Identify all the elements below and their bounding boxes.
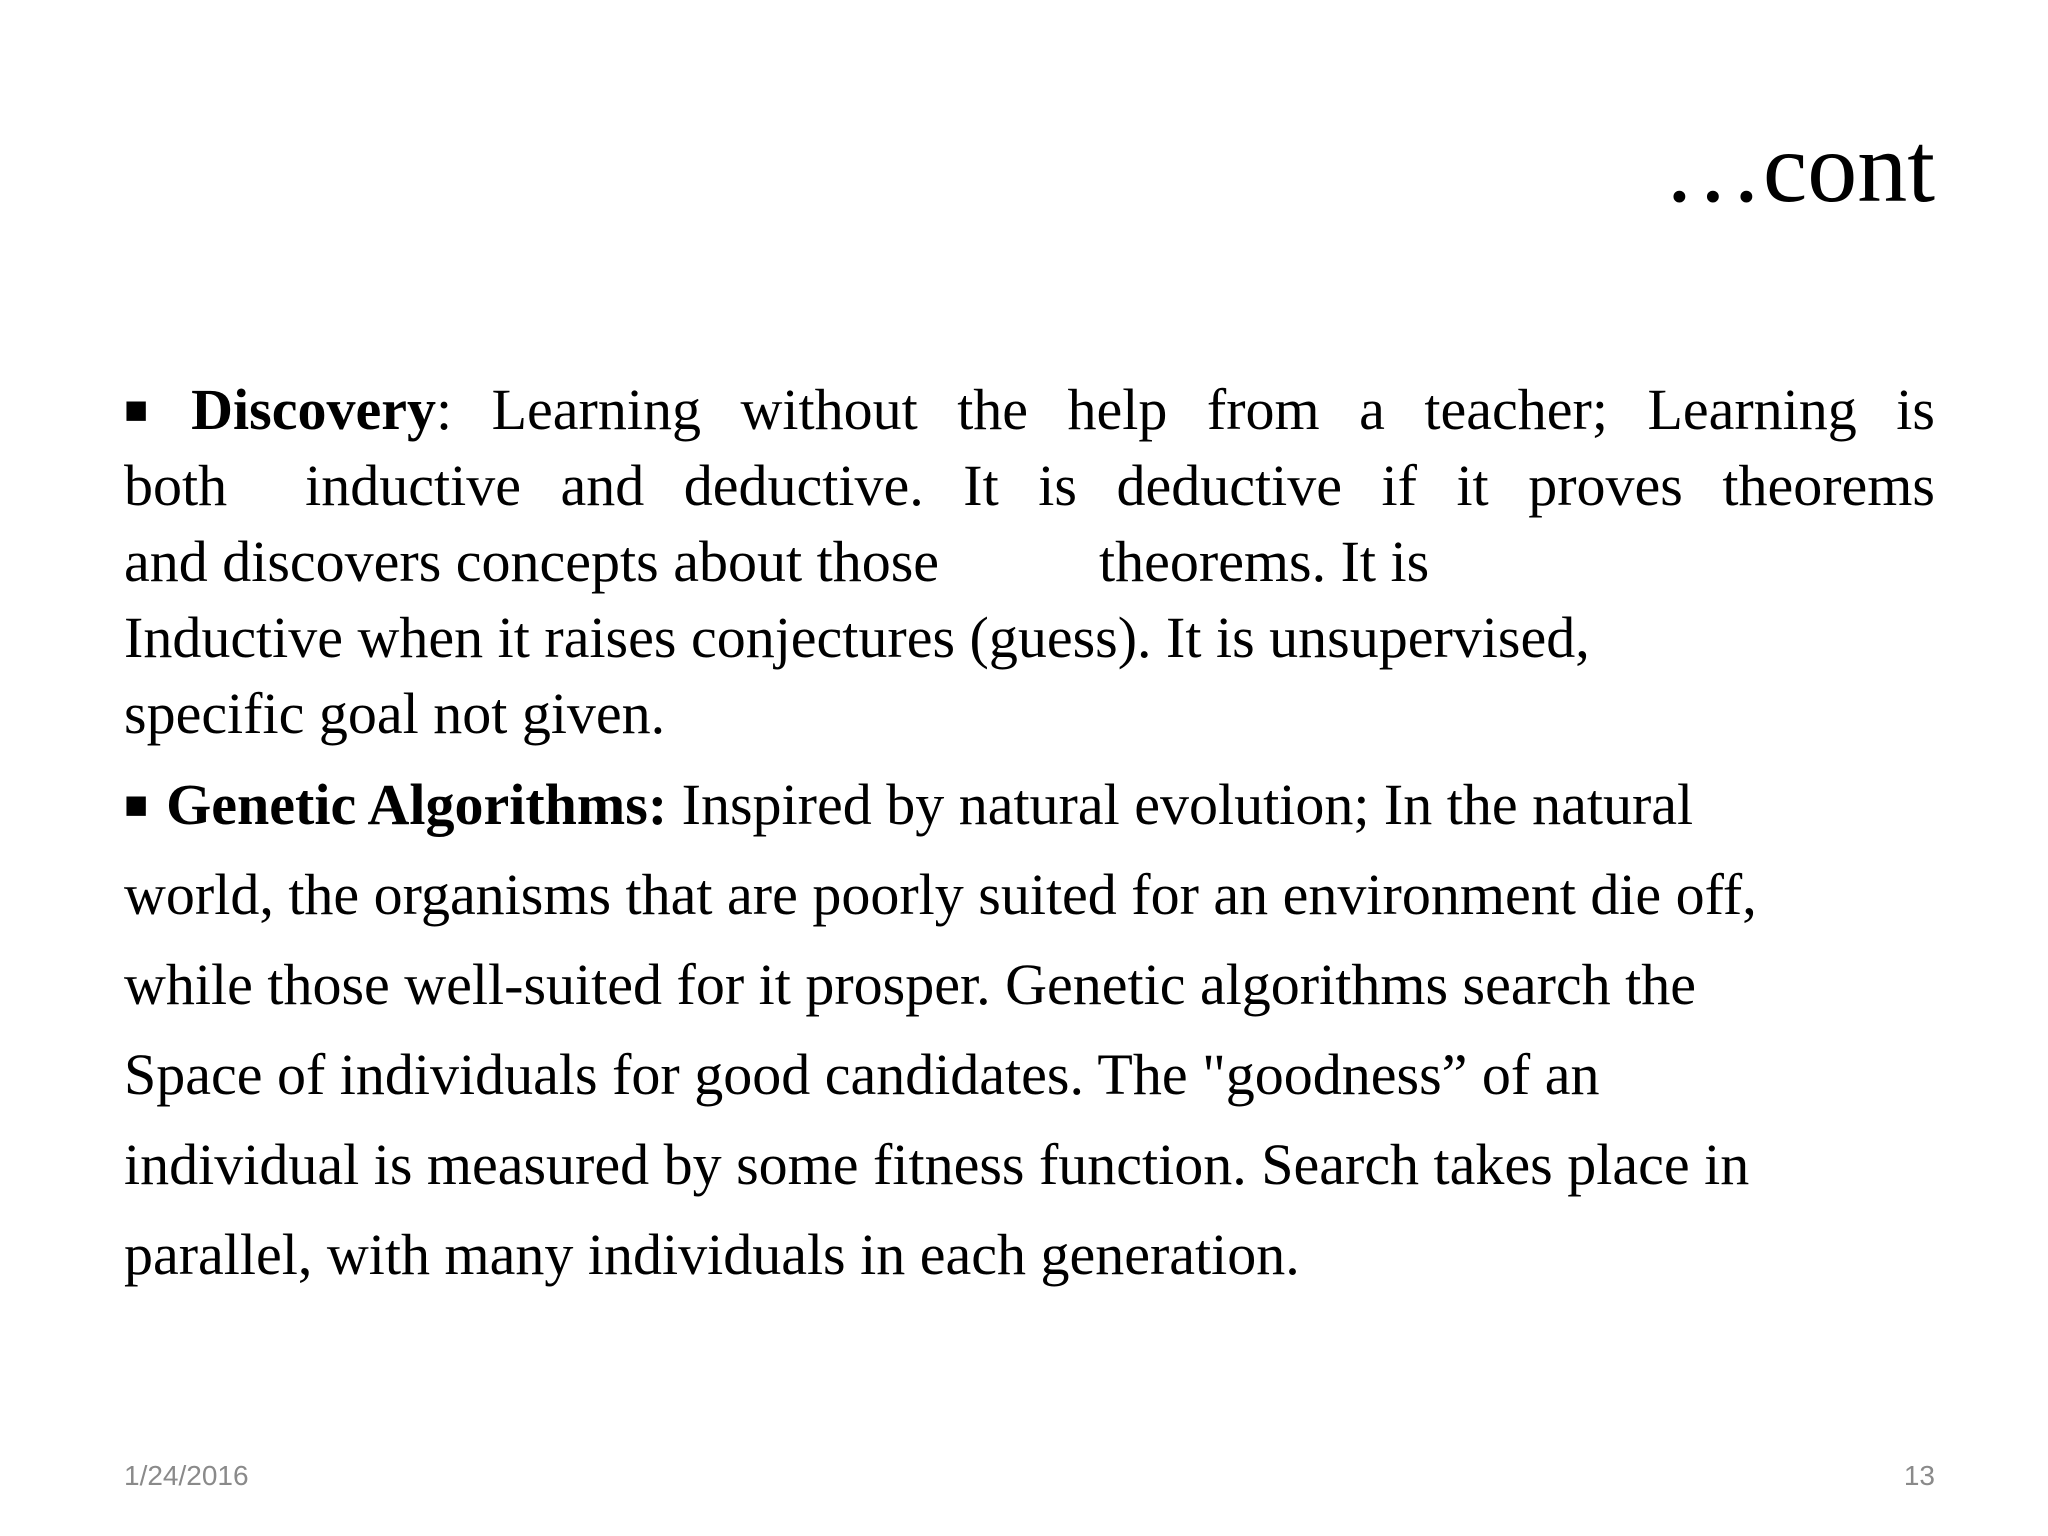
discovery-line-2 bbox=[124, 448, 1935, 524]
genetic-line-2: world, the organisms that are poorly suited for an environment die off, bbox=[124, 862, 1757, 927]
bullet-square-icon: ■ bbox=[124, 387, 174, 432]
discovery-term: Discovery bbox=[191, 377, 436, 442]
slide-title: …cont bbox=[1662, 112, 1935, 223]
bullet-square-icon: ■ bbox=[124, 782, 149, 827]
discovery-line-5: specific goal not given. bbox=[124, 681, 666, 746]
discovery-text-3b: theorems. It is bbox=[1099, 529, 1430, 594]
discovery-text-1: : Learning without the help from a teacher; Learning is bbox=[435, 377, 1935, 442]
genetic-line-4: Space of individuals for good candidates. The "goodness” of an bbox=[124, 1042, 1600, 1107]
genetic-line-3: while those well-suited for it prosper. Genetic algorithms search the bbox=[124, 952, 1697, 1017]
discovery-line-1 bbox=[124, 372, 1935, 448]
slide-body bbox=[124, 372, 1935, 1300]
discovery-text-2b: inductive and deductive. It is deductive if it proves theorems bbox=[305, 453, 1935, 518]
discovery-line-3 bbox=[124, 524, 1935, 600]
discovery-line-4: Inductive when it raises conjectures (guess). It is unsupervised, bbox=[124, 605, 1590, 670]
bullet-genetic-algorithms bbox=[124, 760, 1935, 1300]
bullet-discovery bbox=[124, 372, 1935, 752]
genetic-line-5: individual is measured by some fitness function. Search takes place in bbox=[124, 1132, 1750, 1197]
genetic-text-1: Inspired by natural evolution; In the natural bbox=[667, 772, 1694, 837]
genetic-line-6: parallel, with many individuals in each generation. bbox=[124, 1222, 1300, 1287]
footer-page-number: 13 bbox=[1903, 1460, 1935, 1491]
genetic-term: Genetic Algorithms: bbox=[166, 772, 668, 837]
footer-date: 1/24/2016 bbox=[124, 1460, 249, 1491]
genetic-line-1 bbox=[124, 760, 1935, 850]
discovery-text-2a: both bbox=[124, 453, 228, 518]
discovery-text-3a: and discovers concepts about those bbox=[124, 529, 940, 594]
